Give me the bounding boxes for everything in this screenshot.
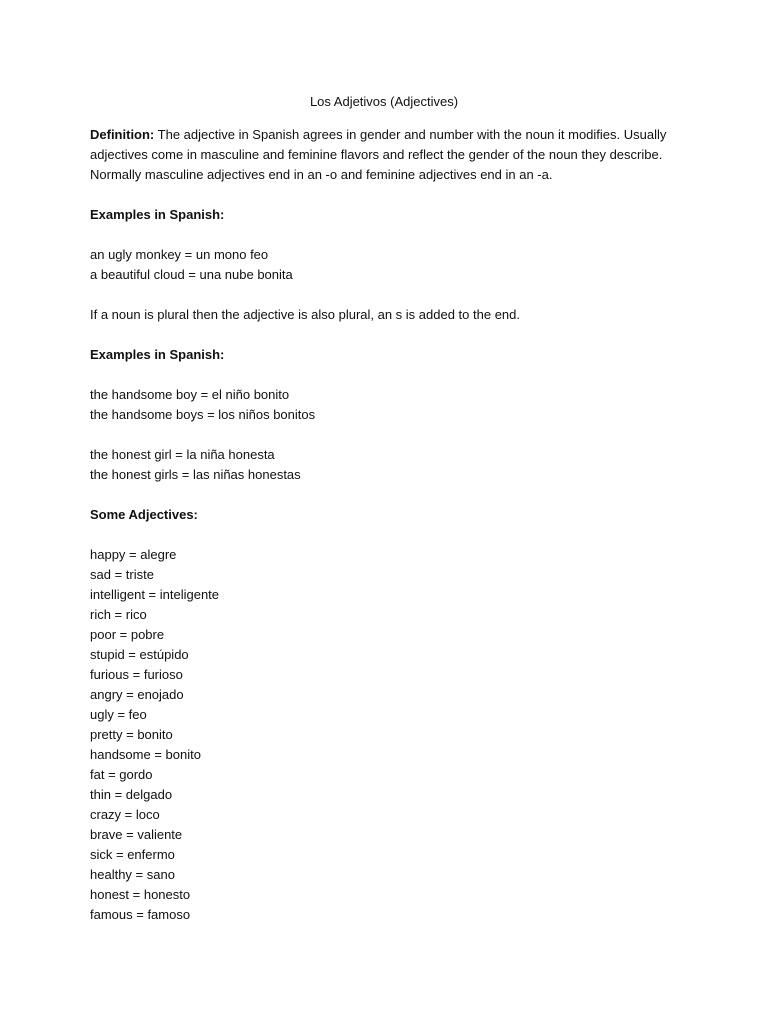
definition-line-2: adjectives come in masculine and feminine flavors and reflect the gender of the noun they describe.	[90, 147, 663, 162]
plural-note: If a noun is plural then the adjective is also plural, an s is added to the end.	[90, 307, 520, 322]
adjective-item: handsome = bonito	[90, 747, 201, 762]
example-line: the handsome boys = los niños bonitos	[90, 407, 316, 422]
adjective-item: sick = enfermo	[90, 847, 175, 862]
adjective-item: ugly = feo	[90, 707, 147, 722]
document-title: Los Adjetivos (Adjectives)	[309, 94, 459, 109]
example-line: the honest girl = la niña honesta	[90, 447, 275, 462]
example-line: the handsome boy = el niño bonito	[90, 387, 290, 402]
examples-list-1	[90, 245, 678, 285]
adjective-item: happy = alegre	[90, 547, 177, 562]
adjectives-list	[90, 545, 678, 925]
adjective-item: intelligent = inteligente	[90, 587, 220, 602]
adjective-item: honest = honesto	[90, 887, 191, 902]
examples-heading-2: Examples in Spanish:	[90, 347, 225, 362]
adjective-item: brave = valiente	[90, 827, 183, 842]
example-line: the honest girls = las niñas honestas	[90, 467, 301, 482]
adjective-item: healthy = sano	[90, 867, 175, 882]
adjective-item: fat = gordo	[90, 767, 153, 782]
adjectives-heading: Some Adjectives:	[90, 507, 198, 522]
examples-list-2a	[90, 385, 678, 425]
adjective-item: angry = enojado	[90, 687, 184, 702]
examples-heading-1: Examples in Spanish:	[90, 207, 225, 222]
definition-line-1: The adjective in Spanish agrees in gender and number with the noun it modifies. Usually	[154, 127, 667, 142]
adjective-item: rich = rico	[90, 607, 147, 622]
adjective-item: pretty = bonito	[90, 727, 173, 742]
example-line: a beautiful cloud = una nube bonita	[90, 267, 293, 282]
adjective-item: sad = triste	[90, 567, 154, 582]
definition-line-3: Normally masculine adjectives end in an -o and feminine adjectives end in an -a.	[90, 167, 553, 182]
definition-label: Definition:	[90, 127, 155, 142]
adjective-item: famous = famoso	[90, 907, 191, 922]
document-body	[90, 125, 678, 945]
adjective-item: furious = furioso	[90, 667, 183, 682]
examples-list-2b	[90, 445, 678, 485]
example-line: an ugly monkey = un mono feo	[90, 247, 269, 262]
adjective-item: crazy = loco	[90, 807, 160, 822]
definition-paragraph	[90, 125, 678, 185]
adjective-item: stupid = estúpido	[90, 647, 189, 662]
adjective-item: poor = pobre	[90, 627, 165, 642]
adjective-item: thin = delgado	[90, 787, 173, 802]
